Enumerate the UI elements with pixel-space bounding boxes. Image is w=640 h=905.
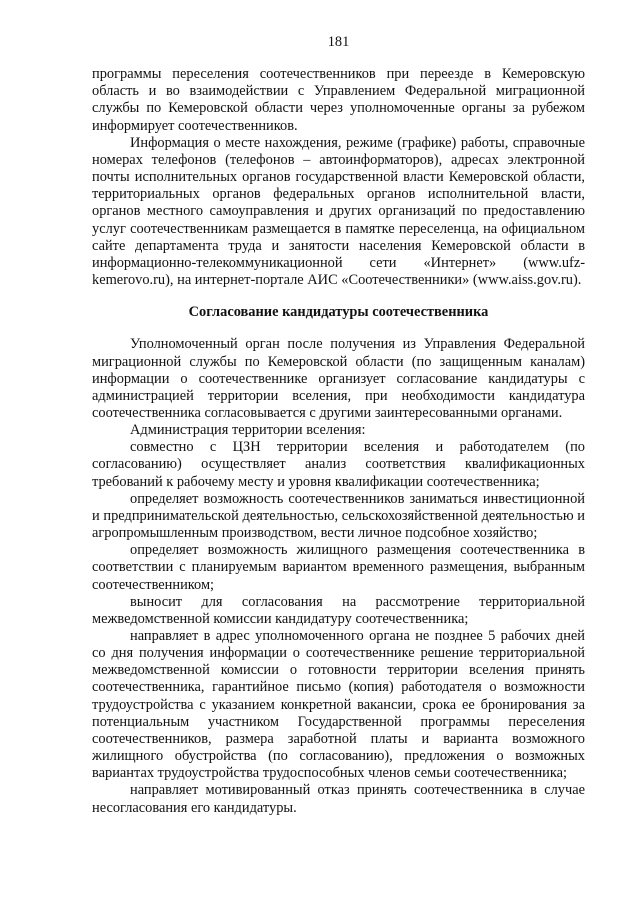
section-heading: Согласование кандидатуры соотечественника [188,304,489,321]
paragraph-intro-continued: программы переселения соотечественников при переезде в Кемеровскую область и во взаимодействии с Управлением Федеральной миграционной службы по Кемеровской области через уполномоченные органы за рубежом информирует соотечественников. [92,66,585,134]
list-item-commission-submission: выносит для согласования на рассмотрение территориальной межведомственной комиссии кандидатуру соотечественника; [92,593,585,627]
list-item-housing-possibility: определяет возможность жилищного размещения соотечественника в соответствии с планируемым вариантом временного размещения, выбранным соотечественником; [92,542,585,593]
list-item-qualification-analysis: совместно с ЦЗН территории вселения и работодателем (по согласованию) осуществляет анализ соответствия квалификационных требований к рабочему месту и уровня квалификации соотечественника; [92,439,585,490]
list-item-decision-forwarding: направляет в адрес уполномоченного органа не позднее 5 рабочих дней со дня получения информации о соотечественнике решение территориальной межведомственной комиссии о готовности территории вселения принять соотечественника, гарантийное письмо (копия) работодателя о возможности трудоустройства с указанием конкретной вакансии, срока ее бронирования за потенциальным участником Государственной программы переселения соотечественников, размера заработной платы и варианта возможного жилищного обустройства (по согласованию), предложения о возможных вариантах трудоустройства трудоспособных членов семьи соотечественника; [92,628,585,782]
list-item-business-possibility: определяет возможность соотечественников заниматься инвестиционной и предпринимательской деятельностью, сельскохозяйственной деятельностью и агропромышленным производством, вести личное подсобное хозяйство; [92,490,585,542]
page-number: 181 [327,34,350,50]
paragraph-contact-info: Информация о месте нахождения, режиме (графике) работы, справочные номерах телефонов (телефонов – автоинформаторов), адресах электронной почты исполнительных органов государственной власти Кемеровской области, территориальных органов федеральных органов исполнительной власти, органов местного самоуправления и других организаций по предоставлению услуг соотечественникам размещается в памятке переселенца, на официальном сайте департамента труда и занятости населения Кемеровской области в информационно-телекоммуникационной сети «Интернет» (www.ufz-kemerovo.ru), на интернет-портале АИС «Соотечественники» (www.aiss.gov.ru). [92,134,585,289]
paragraph-administration-intro: Администрация территории вселения: [130,422,366,439]
paragraph-approval-process: Уполномоченный орган после получения из Управления Федеральной миграционной службы по Кемеровской области (по защищенным каналам) информации о соотечественнике организует согласование кандидатуры с администрацией территории вселения, при необходимости кандидатура соотечественника согласовывается с другими заинтересованными органами. [92,336,585,421]
list-item-refusal: направляет мотивированный отказ принять соотечественника в случае несогласования его кандидатуры. [92,782,585,816]
